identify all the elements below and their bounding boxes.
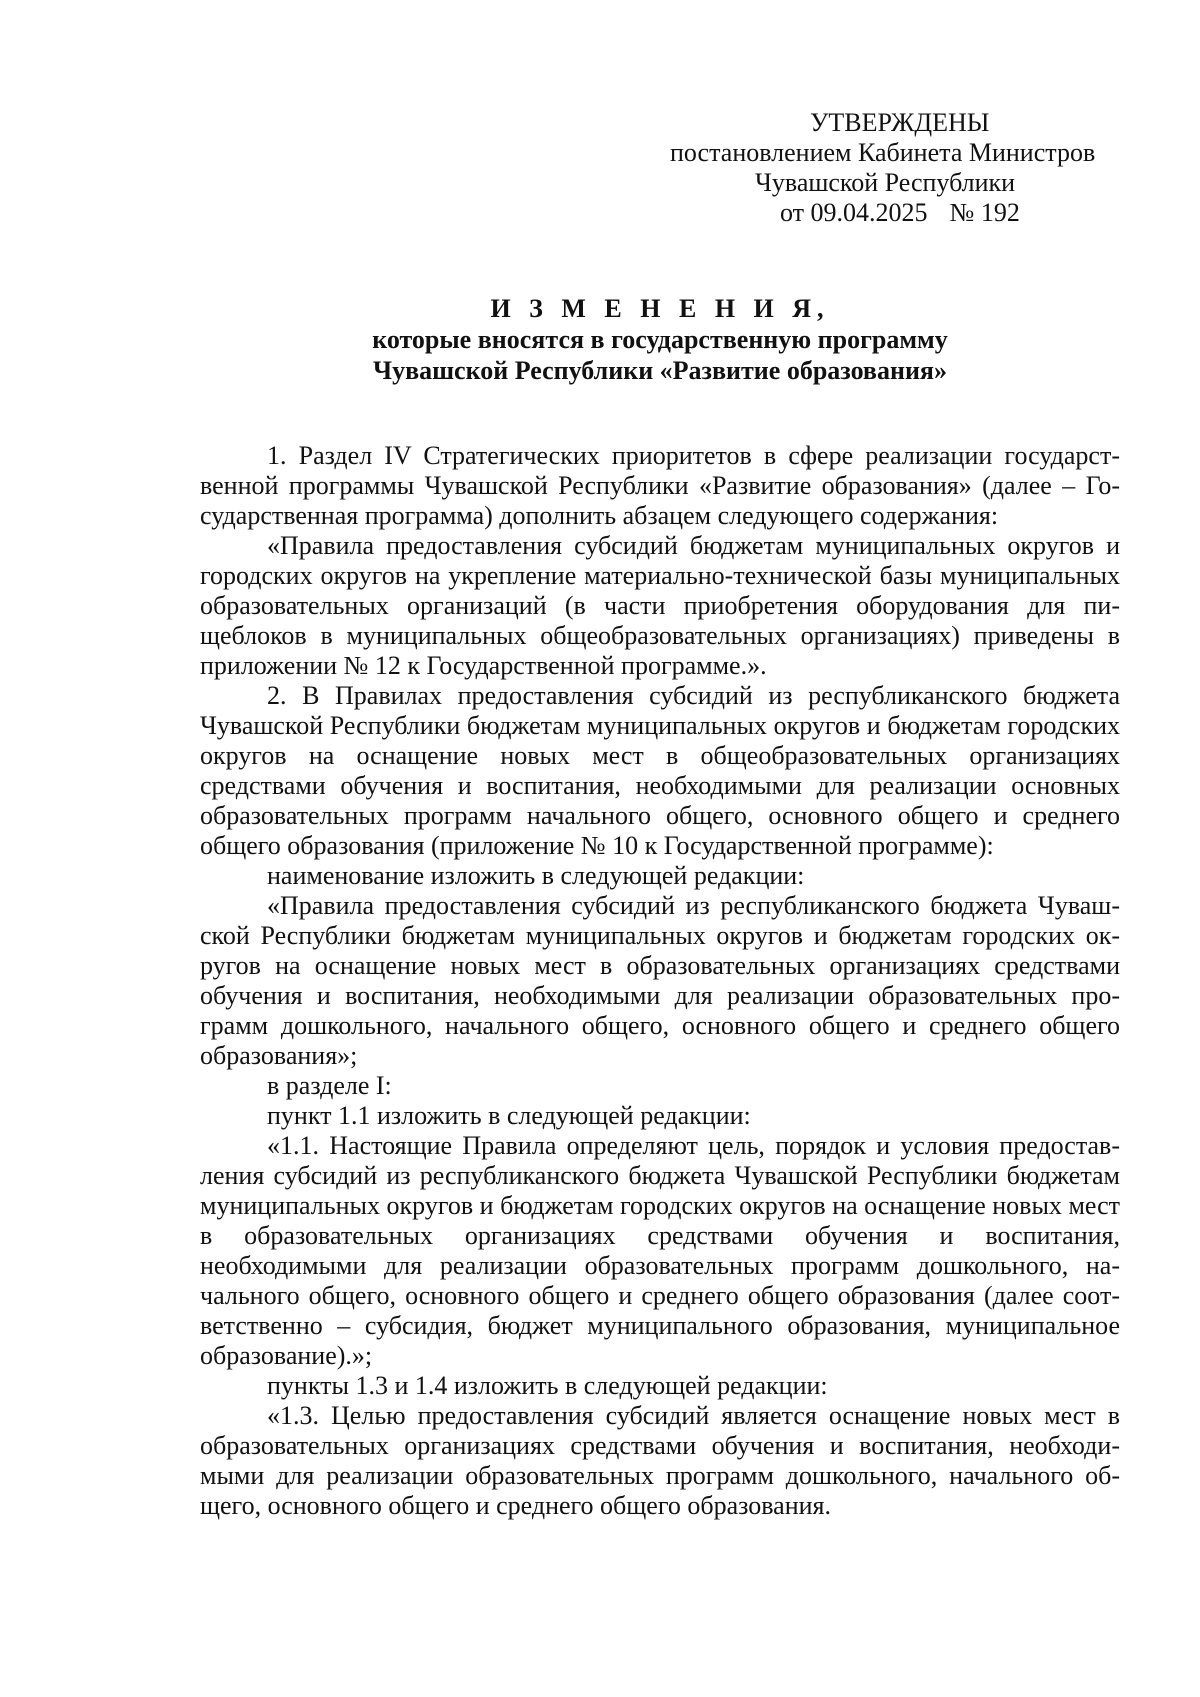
paragraph: пункт 1.1 изложить в следующей редакции: [267, 1101, 751, 1130]
paragraph: в разделе I: [267, 1071, 392, 1100]
approval-date-number [670, 198, 1140, 228]
approval-stamp [670, 108, 1140, 228]
document-title [200, 293, 1120, 386]
title-heading: И З М Е Н Е Н И Я, [490, 294, 830, 323]
paragraph: «Правила предоставления субсидий из республиканского бюджета Чувашской Республики бюджетам муниципальных округов и бюджетам городских округов на оснащение новых мест в образовательных организациях средствами обучения и воспитания, необходимыми для реализации образовательных программ дошкольного, начального общего, основного общего и среднего общего образования»; [200, 891, 1120, 1070]
title-subtitle-1: которые вносятся в государственную программу [372, 325, 948, 354]
approval-issuer: постановлением Кабинета Министров [670, 138, 1096, 167]
paragraph: «1.3. Целью предоставления субсидий является оснащение новых мест в образовательных организациях средствами обучения и воспитания, необходимыми для реализации образовательных программ дошкольного, начального общего, основного общего и среднего общего образования. [200, 1401, 1120, 1520]
paragraph: пункты 1.3 и 1.4 изложить в следующей редакции: [267, 1371, 828, 1400]
paragraph: 2. В Правилах предоставления субсидий из республиканского бюджета Чувашской Республики бюджетам муниципальных округов и бюджетам городских округов на оснащение новых мест в общеобразовательных организациях средствами обучения и воспитания, необходимыми для реализации основных образовательных программ начального общего, основного общего и среднего общего образования (приложение № 10 к Государственной программе): [200, 681, 1120, 860]
approval-date: от 09.04.2025 [780, 198, 928, 227]
paragraph: «1.1. Настоящие Правила определяют цель, порядок и условия предоставления субсидий из республиканского бюджета Чувашской Республики бюджетам муниципальных округов и бюджетам городских округов на оснащение новых мест в образовательных организациях средствами обучения и воспитания, необходимыми для реализации образовательных программ дошкольного, начального общего, основного общего и среднего общего образования (далее соответственно – субсидия, бюджет муниципального образования, муниципальное образование).»; [200, 1131, 1120, 1370]
approval-heading: УТВЕРЖДЕНЫ [810, 108, 990, 137]
paragraph: наименование изложить в следующей редакции: [267, 861, 805, 890]
paragraph: «Правила предоставления субсидий бюджетам муниципальных округов и городских округов на укрепление материально-технической базы муниципальных образовательных организаций (в части приобретения оборудования для пищеблоков в муниципальных общеобразовательных организациях) приведены в приложении № 12 к Государственной программе.». [200, 531, 1120, 680]
approval-republic: Чувашской Республики [755, 168, 1016, 197]
title-subtitle-2: Чувашской Республики «Развитие образования» [372, 356, 947, 385]
approval-number: № 192 [949, 198, 1020, 227]
paragraph: 1. Раздел IV Стратегических приоритетов в сфере реализации государственной программы Чувашской Республики «Развитие образования» (далее – Государственная программа) дополнить абзацем следующего содержания: [200, 441, 1120, 530]
document-body [200, 441, 1120, 1521]
